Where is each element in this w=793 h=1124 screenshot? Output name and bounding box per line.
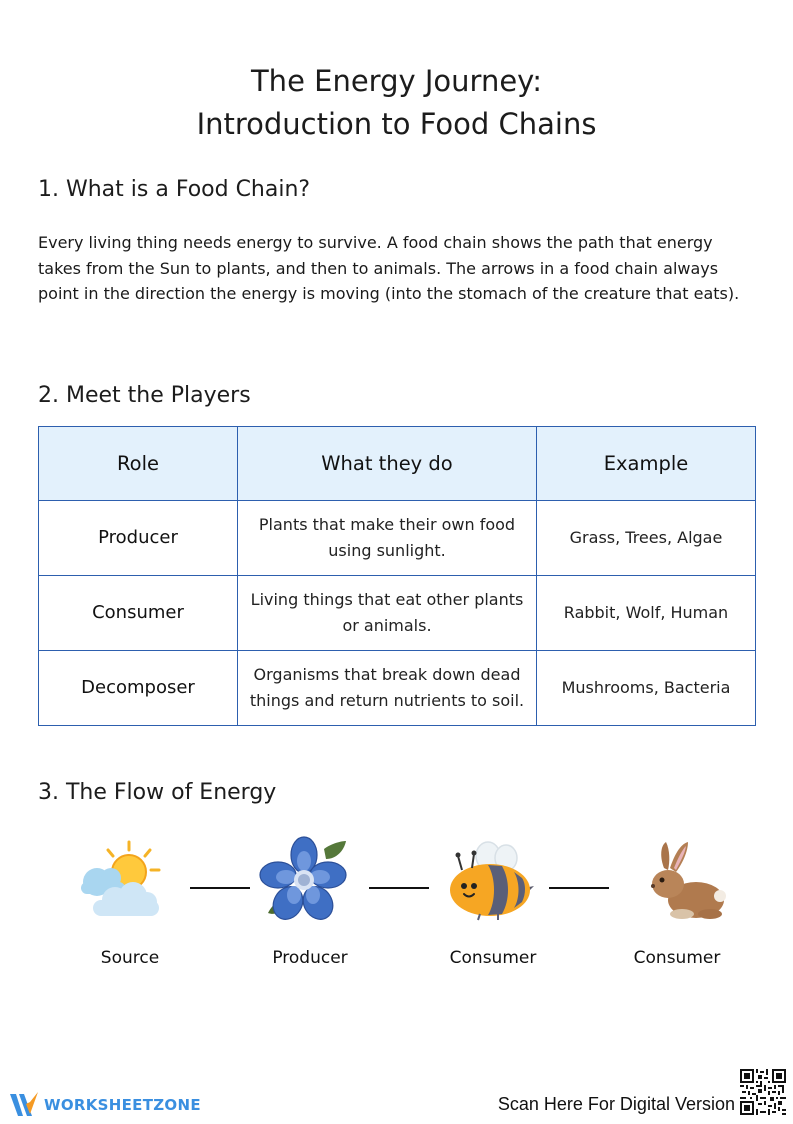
rabbit-icon bbox=[640, 838, 730, 922]
chain-link-line bbox=[190, 887, 250, 889]
example-cell: Grass, Trees, Algae bbox=[537, 501, 756, 576]
title-line-1: The Energy Journey: bbox=[250, 64, 543, 98]
table-header-row bbox=[39, 427, 756, 501]
role-cell: Producer bbox=[39, 501, 238, 576]
section-1-paragraph: Every living thing needs energy to survive. A food chain shows the path that energy takes from the Sun to plants, and then to animals. The arrows in a food chain always point in the direction the energy is moving (into the stomach of the creature that eats). bbox=[38, 233, 740, 303]
blue-flower-icon bbox=[258, 835, 350, 927]
chain-label-producer: Producer bbox=[272, 948, 348, 968]
section-3-heading: 3. The Flow of Energy bbox=[38, 780, 277, 805]
chain-label-consumer: Consumer bbox=[633, 948, 721, 968]
chain-label-source: Source bbox=[100, 948, 160, 968]
brand-wordmark: WORKSHEETZONE bbox=[44, 1096, 201, 1114]
chain-link-line bbox=[369, 887, 429, 889]
qr-code-icon[interactable] bbox=[740, 1069, 786, 1115]
role-cell: Consumer bbox=[39, 576, 238, 651]
chain-link-line bbox=[549, 887, 609, 889]
role-cell: Decomposer bbox=[39, 651, 238, 726]
sun-cloud-icon bbox=[75, 838, 165, 928]
description-cell: Living things that eat other plants or animals. bbox=[238, 576, 537, 651]
chain-label-consumer: Consumer bbox=[449, 948, 537, 968]
header-what-they-do: What they do bbox=[238, 427, 537, 501]
section-1-heading: 1. What is a Food Chain? bbox=[38, 177, 311, 202]
table-row bbox=[39, 501, 756, 576]
header-example: Example bbox=[537, 427, 756, 501]
players-table bbox=[38, 426, 756, 726]
header-role: Role bbox=[39, 427, 238, 501]
scan-instruction: Scan Here For Digital Version bbox=[497, 1094, 735, 1114]
table-row bbox=[39, 651, 756, 726]
description-cell: Organisms that break down dead things and return nutrients to soil. bbox=[238, 651, 537, 726]
worksheetzone-logo[interactable] bbox=[8, 1090, 42, 1120]
section-2-heading: 2. Meet the Players bbox=[38, 383, 251, 408]
bee-icon bbox=[444, 838, 536, 922]
page-title bbox=[0, 60, 793, 146]
example-cell: Mushrooms, Bacteria bbox=[537, 651, 756, 726]
description-cell: Plants that make their own food using sunlight. bbox=[238, 501, 537, 576]
table-row bbox=[39, 576, 756, 651]
title-line-2: Introduction to Food Chains bbox=[196, 107, 597, 141]
example-cell: Rabbit, Wolf, Human bbox=[537, 576, 756, 651]
brand-name bbox=[44, 1096, 201, 1114]
